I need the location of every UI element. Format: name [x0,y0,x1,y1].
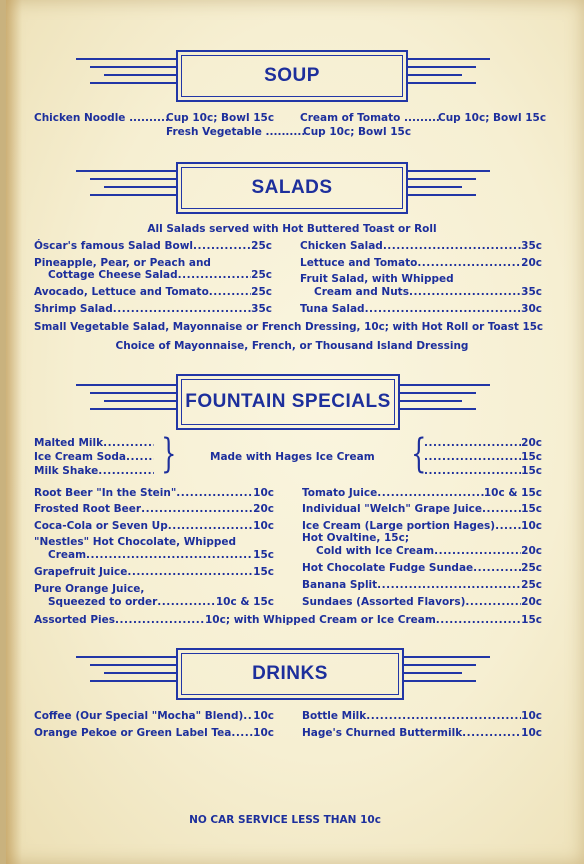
fountain-item: Coca-Cola or Seven Up ..... 10c [34,520,274,533]
fountain-group-price: ..... 15c [424,451,542,464]
fountain-group-item: Ice Cream Soda ..... [34,451,154,464]
fountain-item: Root Beer "In the Stein" ..... 10c [34,487,274,500]
drink-item: Bottle Milk ..... 10c [302,710,542,723]
fountain-item: Sundaes (Assorted Flavors) ..... 20c [302,596,542,609]
fountain-item: Frosted Root Beer ..... 20c [34,503,274,516]
fountain-title: FOUNTAIN SPECIALS [185,391,391,412]
soup-item-name: Cream of Tomato ......... [300,112,440,124]
salad-item-name: Pineapple, Pear, or Peach and [34,257,211,269]
left-brace-icon: { [411,431,427,477]
small-veg-salad: Small Vegetable Salad, Mayonnaise or French Dressing, 10c; with Hot Roll or Toast 15c [34,321,544,333]
salad-item: Tuna Salad ..... 30c [300,303,542,316]
fountain-item-name: Hot Ovaltine, 15c; [302,532,410,544]
salads-title-box [176,162,408,214]
salad-item: Lettuce and Tomato ..... 20c [300,257,542,270]
fountain-group-price: ..... 20c [424,437,542,450]
fountain-item: Grapefruit Juice ..... 15c [34,566,274,579]
fountain-item: Squeezed to order ..... 10c & 15c [48,596,274,609]
soup-item-name: Chicken Noodle .......... [34,112,169,124]
soup-title-box [176,50,408,102]
dressing-note: Choice of Mayonnaise, French, or Thousand Island Dressing [115,340,469,352]
salads-note: All Salads served with Hot Buttered Toast or Roll [147,223,437,235]
assorted-pies: Assorted Pies ..... 10c; with Whipped Cream or Ice Cream ..... 15c [34,614,542,627]
fountain-group-item: Milk Shake ..... [34,465,154,478]
salad-item: Cottage Cheese Salad ..... 25c [48,269,272,282]
fountain-header [0,374,584,426]
fountain-group-price: ..... 15c [424,465,542,478]
fountain-group-item: Malted Milk ..... [34,437,154,450]
fountain-group-note: Made with Hages Ice Cream [210,451,375,463]
salad-item: Óscar's famous Salad Bowl ..... 25c [34,240,272,253]
salad-item: Avocado, Lettuce and Tomato ..... 25c [34,286,272,299]
drinks-header [0,648,584,700]
drink-item: Coffee (Our Special "Mocha" Blend) ..... 10c [34,710,274,723]
salad-item-name: Fruit Salad, with Whipped [300,273,454,285]
fountain-item: Cold with Ice Cream ..... 20c [316,545,542,558]
soup-item-name: Fresh Vegetable .......... [166,126,306,138]
soup-item-price: Cup 10c; Bowl 15c [303,126,412,138]
drink-item: Orange Pekoe or Green Label Tea ..... 10c [34,727,274,740]
footer-note: NO CAR SERVICE LESS THAN 10c [189,814,381,826]
soup-item-price: Cup 10c; Bowl 15c [166,112,275,124]
fountain-item-name: "Nestles" Hot Chocolate, Whipped [34,536,237,548]
fountain-item-name: Pure Orange Juice, [34,583,145,595]
salad-item: Shrimp Salad ..... 35c [34,303,272,316]
drinks-title-box [176,648,404,700]
drink-item: Hage's Churned Buttermilk ..... 10c [302,727,542,740]
salads-title: SALADS [251,177,333,198]
fountain-item: Tomato Juice ..... 10c & 15c [302,487,542,500]
fountain-item: Hot Chocolate Fudge Sundae ..... 25c [302,562,542,575]
right-brace-icon: } [161,431,177,477]
drinks-title: DRINKS [252,663,328,684]
fountain-item: Banana Split ..... 25c [302,579,542,592]
fountain-item: Ice Cream (Large portion Hages) ..... 10c [302,520,542,533]
salads-header [0,162,584,214]
fountain-item: Individual "Welch" Grape Juice ..... 15c [302,503,542,516]
soup-header [0,50,584,102]
salad-item: Chicken Salad ..... 35c [300,240,542,253]
fountain-item: Cream ..... 15c [48,549,274,562]
soup-item-price: Cup 10c; Bowl 15c [438,112,547,124]
fountain-title-box [176,374,400,430]
soup-title: SOUP [264,65,320,86]
salad-item: Cream and Nuts ..... 35c [314,286,542,299]
